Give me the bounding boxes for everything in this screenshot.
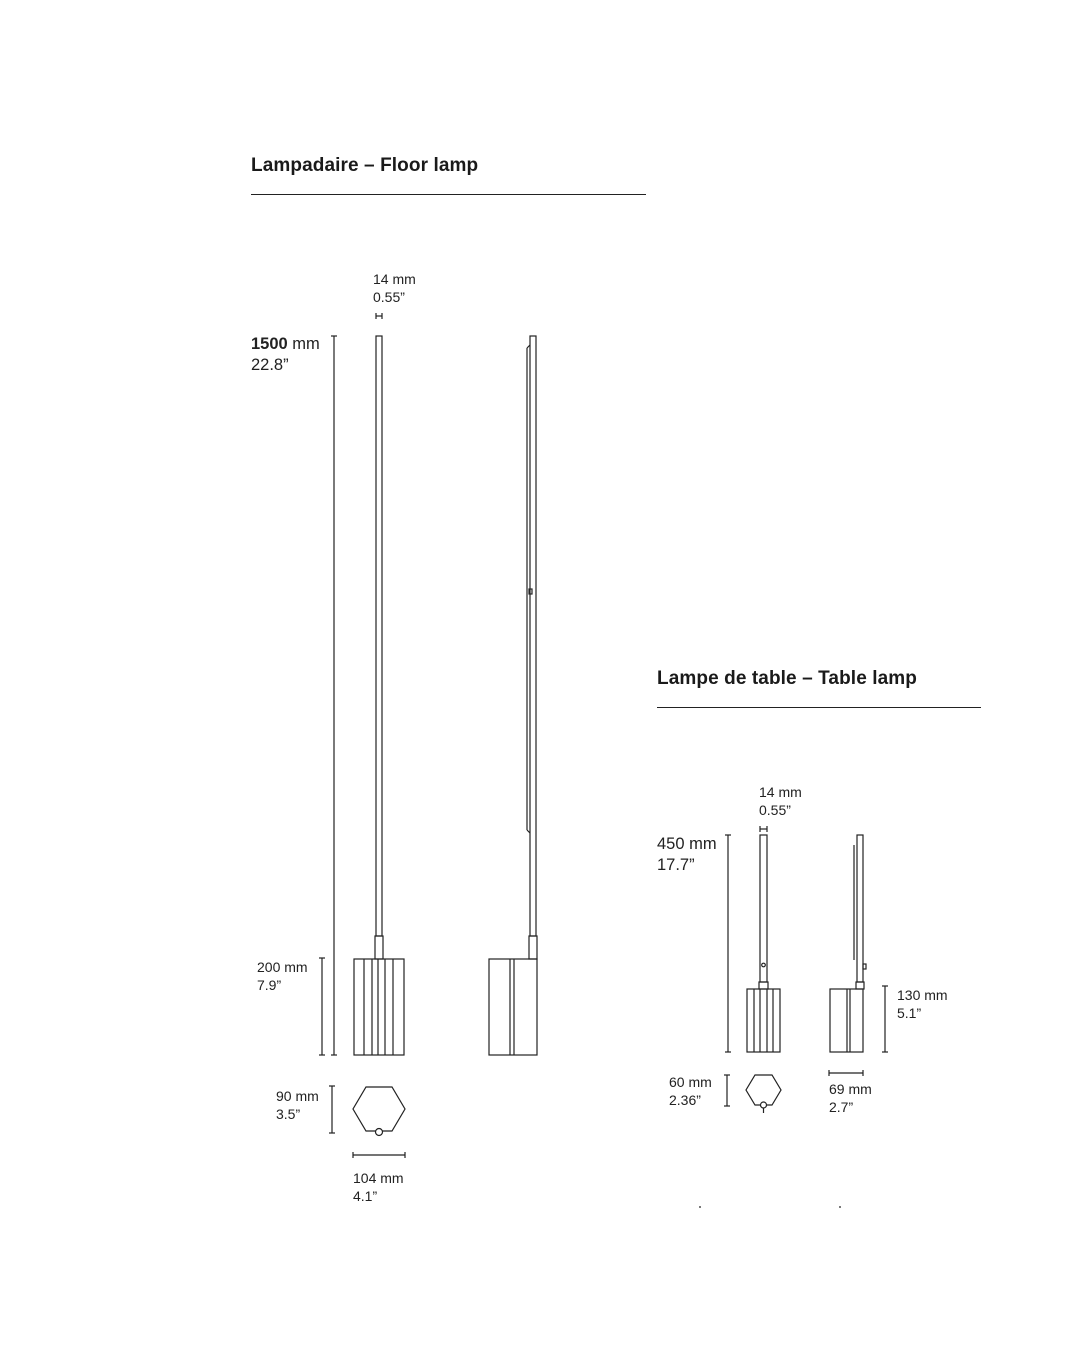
floor-lamp-side-view xyxy=(489,336,537,1055)
floor-base-depth-dimension xyxy=(329,1086,335,1133)
floor-base-width-mm: 104 mm xyxy=(353,1170,404,1186)
table-bar-width-in: 0.55” xyxy=(759,802,791,818)
floor-base-height-dimension xyxy=(319,958,325,1055)
floor-base-depth-mm: 90 mm xyxy=(276,1088,319,1104)
table-bar-width-mm: 14 mm xyxy=(759,784,802,800)
floor-base-height-in: 7.9” xyxy=(257,977,282,993)
floor-base-width-in: 4.1” xyxy=(353,1188,378,1204)
floor-base-depth-in: 3.5” xyxy=(276,1106,301,1122)
table-base-width-dimension xyxy=(829,1070,863,1076)
floor-base-width-dimension xyxy=(353,1152,405,1158)
table-lamp-front-view xyxy=(747,835,780,1052)
floor-base-height-mm: 200 mm xyxy=(257,959,308,975)
floor-height-in: 22.8” xyxy=(251,356,289,374)
table-height-mm: 450 mm xyxy=(657,835,717,853)
floor-height-dimension xyxy=(331,336,337,1055)
table-height-dimension xyxy=(725,835,731,1052)
floor-height-mm-unit: mm xyxy=(287,335,320,353)
table-base-width-in: 2.7” xyxy=(829,1099,854,1115)
table-lamp-plan-view xyxy=(746,1075,781,1113)
floor-lamp-plan-view xyxy=(353,1087,405,1136)
table-base-depth-dimension xyxy=(724,1075,730,1106)
floor-lamp-front-view xyxy=(354,336,404,1055)
table-base-height-dimension xyxy=(882,986,888,1052)
table-base-depth-in: 2.36” xyxy=(669,1092,701,1108)
floor-height-mm-value: 1500 xyxy=(251,335,288,353)
table-base-depth-mm: 60 mm xyxy=(669,1074,712,1090)
table-lamp-title: Lampe de table – Table lamp xyxy=(657,668,917,689)
table-bar-width-dimension xyxy=(760,826,767,832)
floor-bar-width-dimension xyxy=(376,313,382,319)
table-lamp-side-view xyxy=(830,835,866,1052)
table-base-height-in: 5.1” xyxy=(897,1005,922,1021)
table-height-in: 17.7” xyxy=(657,856,695,874)
floor-bar-width-mm: 14 mm xyxy=(373,271,416,287)
table-base-height-mm: 130 mm xyxy=(897,987,948,1003)
floor-bar-width-in: 0.55” xyxy=(373,289,405,305)
floor-lamp-title: Lampadaire – Floor lamp xyxy=(251,155,479,176)
table-base-width-mm: 69 mm xyxy=(829,1081,872,1097)
